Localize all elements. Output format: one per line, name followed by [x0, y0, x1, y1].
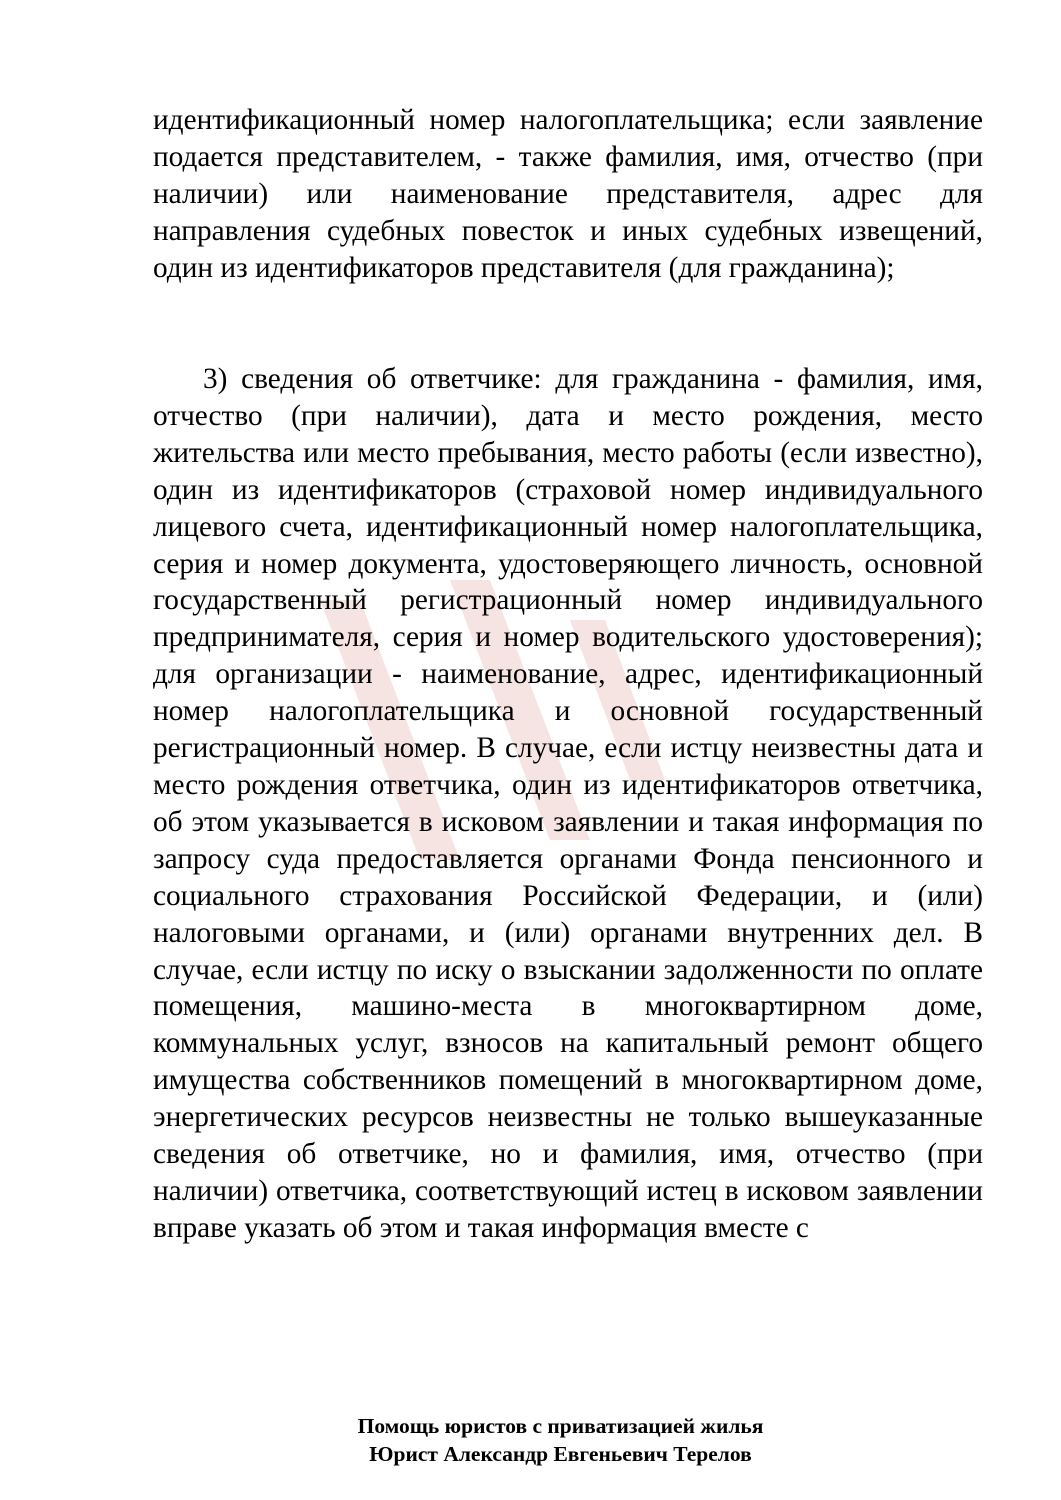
page-footer [0, 1412, 1061, 1468]
footer-author-line: Юрист Александр Евгеньевич Терелов [369, 1442, 752, 1466]
paragraph-applicant-details: идентификационный номер налогоплательщика; если заявление подается представителем, - также фамилия, имя, отчество (при наличии) или наименование представителя, адрес для направления судебных повесток и иных судебных извещений, один из идентификаторов представителя (для гражданина); [153, 104, 983, 284]
footer-service-line: Помощь юристов с приватизацией жилья [357, 1414, 764, 1438]
paragraph-defendant-details: 3) сведения об ответчике: для гражданина - фамилия, имя, отчество (при наличии), дата и место рождения, место жительства или место пребывания, место работы (если известно), один из идентификаторов (страховой номер индивидуального лицевого счета, идентификационный номер налогоплательщика, серия и номер документа, удостоверяющего личность, основной государственный регистрационный номер индивидуального предпринимателя, серия и номер водительского удостоверения); для организации - наименование, адрес, идентификационный номер налогоплательщика и основной государственный регистрационный номер. В случае, если истцу неизвестны дата и место рождения ответчика, один из идентификаторов ответчика, об этом указывается в исковом заявлении и такая информация по запросу суда предоставляется органами Фонда пенсионного и социального страхования Российской Федерации, и (или) налоговыми органами, и (или) органами внутренних дел. В случае, если истцу по иску о взыскании задолженности по оплате помещения, машино-места в многоквартирном доме, коммунальных услуг, взносов на капитальный ремонт общего имущества собственников помещений в многоквартирном доме, энергетических ресурсов неизвестны не только вышеуказанные сведения об ответчике, но и фамилия, имя, отчество (при наличии) ответчика, соответствующий истец в исковом заявлении вправе указать об этом и такая информация вместе с [153, 363, 983, 1244]
